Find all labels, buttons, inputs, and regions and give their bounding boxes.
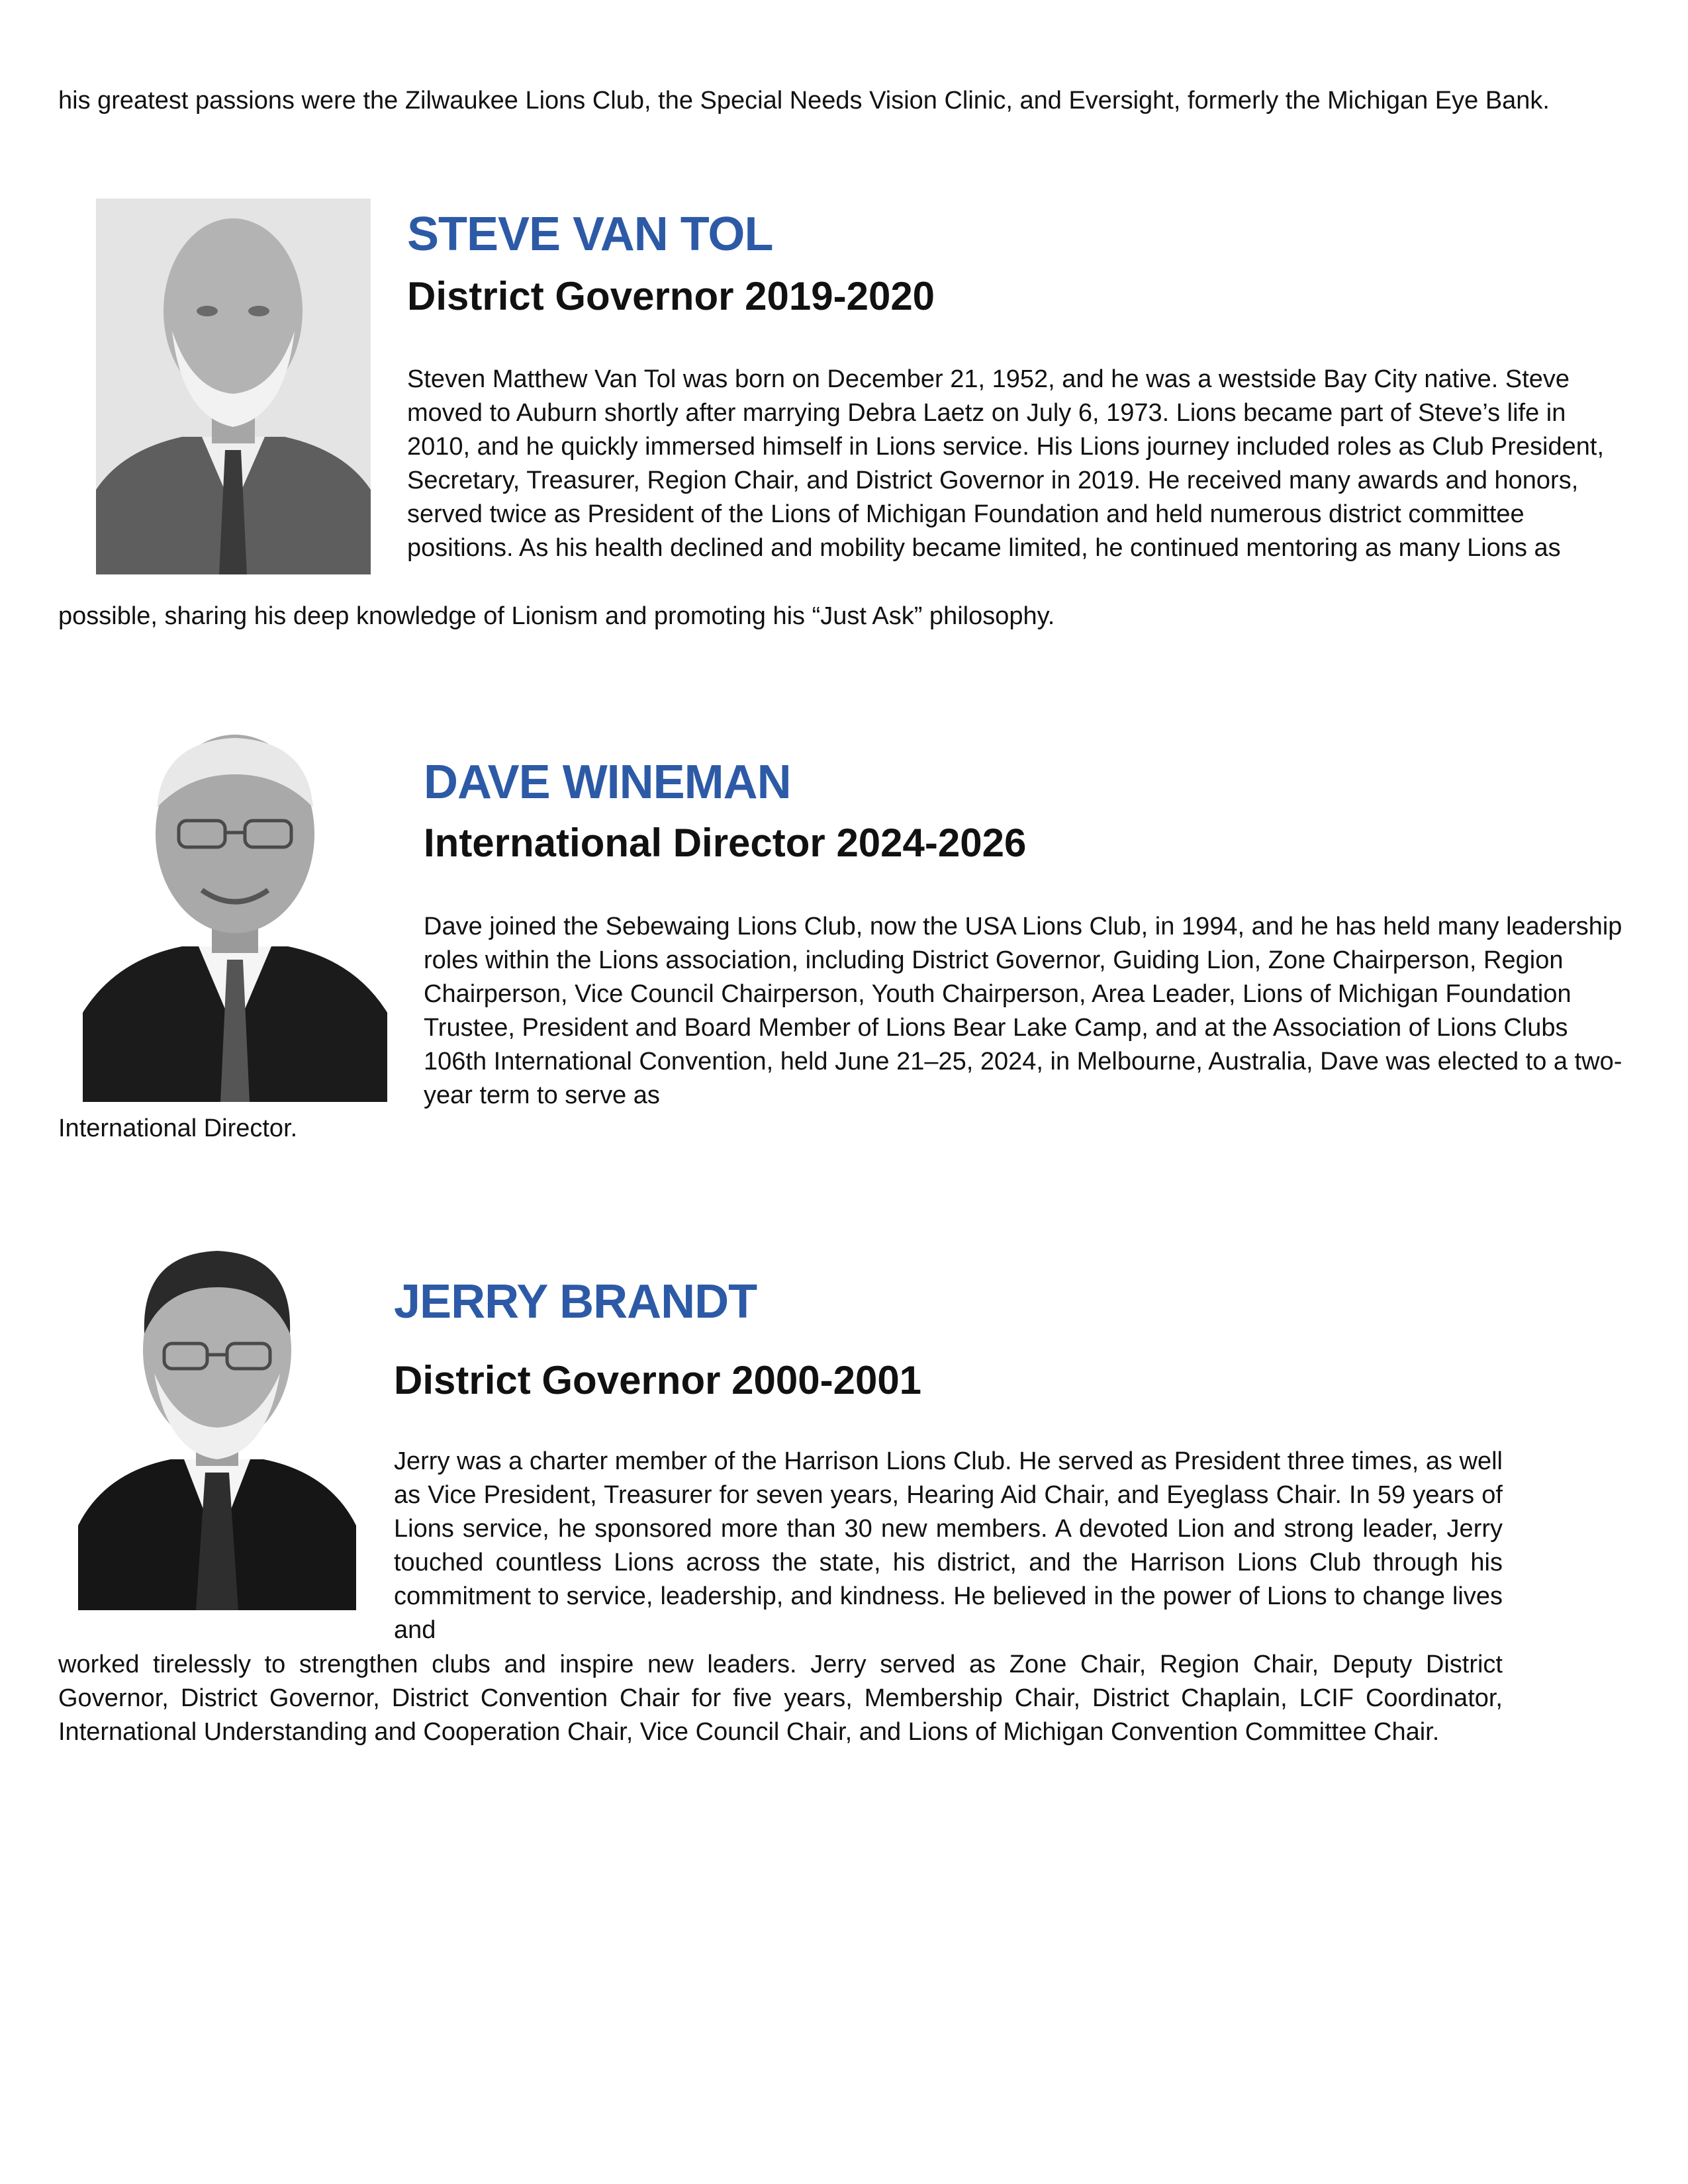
profile-bio-continuation: International Director. xyxy=(58,1115,298,1142)
profile-bio xyxy=(394,1445,1503,1647)
profile-bio xyxy=(407,363,1622,565)
profile-role: District Governor 2019-2020 xyxy=(407,274,935,318)
profile-bio xyxy=(424,910,1625,1113)
portrait-photo-jerry xyxy=(78,1234,356,1610)
profile-bio-continuation: worked tirelessly to strengthen clubs and inspire new leaders. Jerry served as Zone Chair, Region Chair, Deputy District Governor, District Governor, District Convention Chair for five years, Membership Chair, District Chaplain, LCIF Coordinator, International Understanding and Cooperation Chair, Vice Council Chair, and Lions of Michigan Convention Committee Chair. xyxy=(58,1651,1503,1746)
portrait-photo-steve xyxy=(96,199,371,574)
profile-bio-main: Steven Matthew Van Tol was born on December 21, 1952, and he was a westside Bay City native. Steve moved to Auburn shortly after marrying Debra Laetz on July 6, 1973. Lions became part of Steve’s life in 2010, and he quickly immersed himself in Lions service. His Lions journey included roles as Club President, Secretary, Treasurer, Region Chair, and District Governor in 2019. He received many awards and honors, served twice as President of the Lions of Michigan Foundation and held numerous district committee positions. As his health declined and mobility became limited, he continued mentoring as many Lions as xyxy=(407,365,1605,562)
profile-role: District Governor 2000-2001 xyxy=(394,1358,922,1402)
profile-bio-main: Dave joined the Sebewaing Lions Club, now the USA Lions Club, in 1994, and he has held many leadership roles within the Lions association, including District Governor, Guiding Lion, Zone Chairperson, Region Chairperson, Vice Council Chairperson, Youth Chairperson, Area Leader, Lions of Michigan Foundation Trustee, President and Board Member of Lions Bear Lake Camp, and at the Association of Lions Clubs 106th International Convention, held June 21–25, 2024, in Melbourne, Australia, Dave was elected to a two-year term to serve as xyxy=(424,913,1622,1109)
profile-bio-main: Jerry was a charter member of the Harrison Lions Club. He served as President three times, as well as Vice President, Treasurer for seven years, Hearing Aid Chair, and Eyeglass Chair. In 59 years of Lions service, he sponsored more than 30 new members. A devoted Lion and strong leader, Jerry touched countless Lions across the state, his district, and the Harrison Lions Club through his commitment to service, leadership, and kindness. He believed in the power of Lions to change lives and xyxy=(394,1447,1503,1644)
portrait-photo-dave xyxy=(83,715,387,1102)
intro-paragraph: his greatest passions were the Zilwaukee Lions Club, the Special Needs Vision Clinic, and Eversight, formerly the Michigan Eye Bank. xyxy=(58,87,1550,114)
profile-bio-continuation: possible, sharing his deep knowledge of Lionism and promoting his “Just Ask” philosophy. xyxy=(58,602,1055,630)
profile-name: JERRY BRANDT xyxy=(394,1275,757,1328)
profile-name: STEVE VAN TOL xyxy=(407,208,773,261)
profile-name: DAVE WINEMAN xyxy=(424,756,791,809)
profile-role: International Director 2024-2026 xyxy=(424,821,1027,865)
